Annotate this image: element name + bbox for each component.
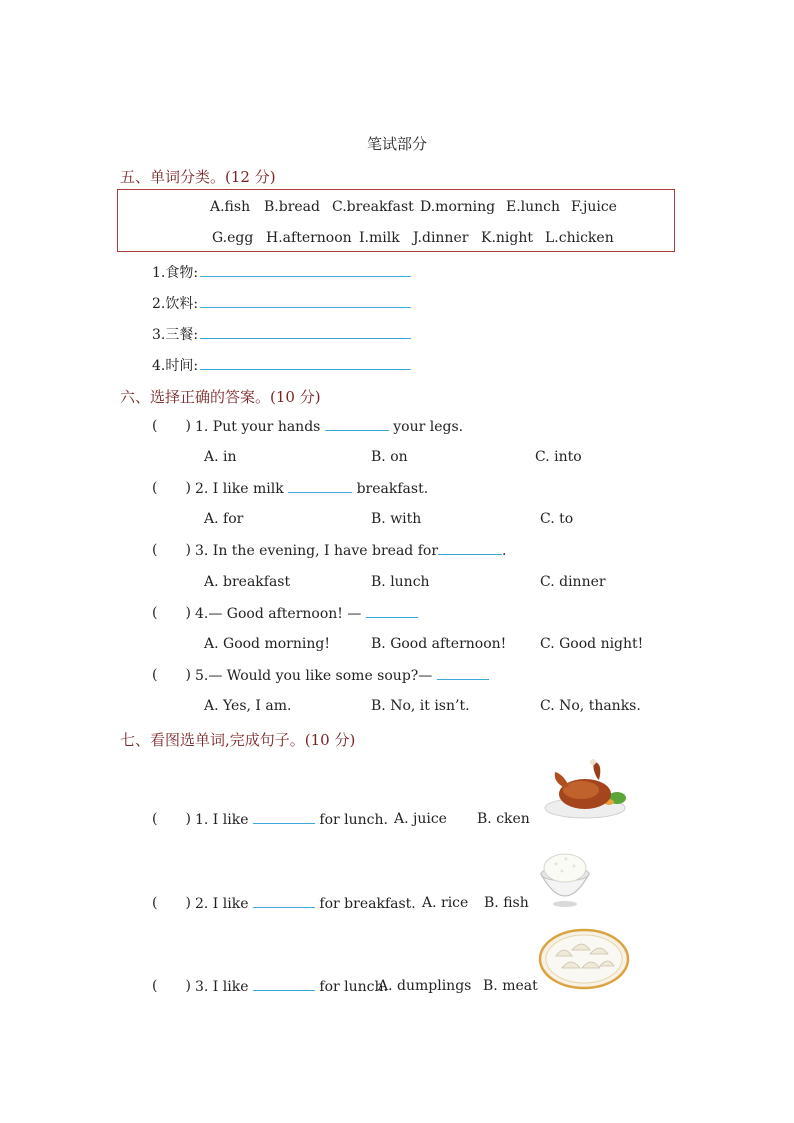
paren-close: ) [185,542,191,558]
rice-bowl-icon [538,844,592,908]
answer-blank[interactable] [438,542,502,555]
answer-blank[interactable] [325,418,389,431]
category-label-drinks: 2.饮料: [152,296,199,312]
option-a: A. in [204,449,237,465]
paren-close: ) [185,978,191,994]
question-text [195,667,489,684]
question-stem-end: breakfast. [356,481,429,497]
paren-open: ( [152,895,158,911]
option-a: A. rice [422,895,469,911]
paren-open: ( [152,811,158,827]
option-c: C. to [540,511,574,527]
category-label-food: 1.食物: [152,265,199,281]
answer-paren[interactable] [152,480,191,496]
option-c: C. into [535,449,582,465]
answer-paren[interactable] [152,978,191,994]
question-stem: 5.— Would you like some soup?— [195,668,433,684]
paren-open: ( [152,542,158,558]
paren-open: ( [152,605,158,621]
paren-close: ) [185,811,191,827]
answer-blank[interactable] [253,811,315,824]
question-stem: 3. In the evening, I have bread for [195,543,439,559]
word-bank-item: K.night [481,230,534,246]
word-bank-item: I.milk [359,230,400,246]
section-5-score: (12 分) [225,168,276,186]
answer-blank[interactable] [253,978,315,991]
paren-close: ) [185,480,191,496]
option-a: A. Yes, I am. [204,698,292,714]
word-bank-item: H.afternoon [266,230,352,246]
section-7-heading-text: 七、看图选单词,完成句子。 [120,731,305,749]
option-b: B. meat [483,978,538,994]
option-b: B. No, it isn’t. [371,698,470,714]
word-bank-item: B.bread [264,199,320,215]
option-c: C. Good night! [540,636,644,652]
word-bank-item: L.chicken [545,230,614,246]
option-a: A. for [204,511,244,527]
question-stem: 1. Put your hands [195,419,321,435]
question-stem-end: for breakfast. [319,896,416,912]
paren-open: ( [152,667,158,683]
answer-blank[interactable] [288,480,352,493]
section-7-heading [120,729,355,750]
answer-paren[interactable] [152,418,191,434]
word-bank-item: D.morning [420,199,496,215]
option-a: A. Good morning! [204,636,330,652]
question-stem: 3. I like [195,979,249,995]
paren-close: ) [185,418,191,434]
section-5-heading-text: 五、单词分类。 [120,168,226,186]
section-6-score: (10 分) [270,388,321,406]
paren-close: ) [185,895,191,911]
option-c: C. dinner [540,574,606,590]
question-stem-end: for lunch. [319,812,388,828]
option-a: A. dumplings [378,978,472,994]
option-c: C. No, thanks. [540,698,641,714]
option-b: B. with [371,511,422,527]
question-stem: 1. I like [195,812,249,828]
word-bank-item: F.juice [571,199,617,215]
word-bank-item: J.dinner [413,230,469,246]
paren-open: ( [152,480,158,496]
question-stem: 4.— Good afternoon! — [195,606,362,622]
word-bank-item: E.lunch [506,199,561,215]
section-6-heading [120,386,321,407]
answer-blank[interactable] [253,895,315,908]
answer-blank[interactable] [200,338,411,339]
question-text [195,605,418,622]
question-stem: 2. I like milk [195,481,284,497]
answer-blank[interactable] [200,369,411,370]
question-stem: 2. I like [195,896,249,912]
section-5-heading [120,166,276,187]
category-label-meals: 3.三餐: [152,327,199,343]
question-text [195,895,416,912]
option-b: B. fish [484,895,529,911]
question-stem-end: for lunch. [319,979,388,995]
answer-paren[interactable] [152,667,191,683]
answer-paren[interactable] [152,895,191,911]
category-label-time: 4.时间: [152,358,199,374]
option-a: A. juice [394,811,447,827]
answer-paren[interactable] [152,542,191,558]
answer-blank[interactable] [200,307,411,308]
option-b: B. on [371,449,408,465]
question-stem-end: your legs. [393,419,464,435]
question-text [195,811,388,828]
option-a: A. breakfast [204,574,291,590]
question-stem-end: . [502,543,507,559]
answer-blank[interactable] [366,605,418,618]
question-text [195,978,388,995]
option-b: B. lunch [371,574,430,590]
word-bank-item: G.egg [212,230,254,246]
answer-blank[interactable] [200,276,411,277]
roast-chicken-icon [543,758,633,822]
section-7-score: (10 分) [304,731,356,749]
answer-paren[interactable] [152,811,191,827]
question-text [195,542,506,559]
paren-open: ( [152,418,158,434]
question-text [195,418,463,435]
answer-blank[interactable] [437,667,489,680]
paren-close: ) [185,667,191,683]
word-bank-box [117,189,675,252]
page-title: 笔试部分 [366,135,427,153]
dumplings-plate-icon [538,928,630,990]
option-b: B. cken [477,811,530,827]
option-b: B. Good afternoon! [371,636,507,652]
answer-paren[interactable] [152,605,191,621]
question-text [195,480,428,497]
word-bank-item: C.breakfast [332,199,414,215]
paren-open: ( [152,978,158,994]
word-bank-item: A.fish [210,199,251,215]
paren-close: ) [185,605,191,621]
section-6-heading-text: 六、选择正确的答案。 [120,388,271,406]
